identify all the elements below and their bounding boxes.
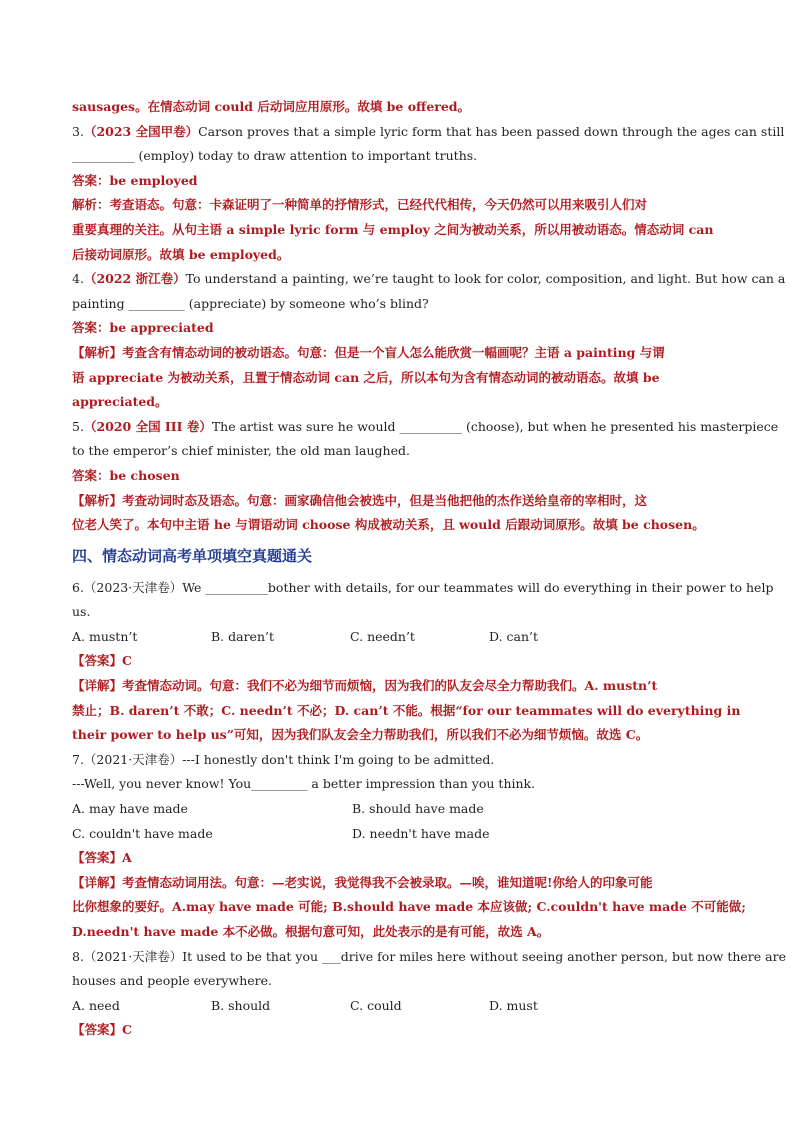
q3-stem	[72, 120, 785, 145]
q5-answer: 答案：be chosen	[72, 467, 180, 483]
q3-explanation-2: 重要真理的关注。从句主语 a simple lyric form 与 employ 之间为被动关系，所以用被动语态。情态动词 can	[72, 221, 714, 237]
q8-options	[72, 994, 724, 1019]
q7-option-d: D. needn't have made	[352, 825, 490, 841]
q6-explanation-3: their power to help us”可知，因为我们队友会全力帮助我们，所以我们不必为细节烦恼。故选 C。	[72, 727, 649, 743]
q3-explanation-3: 后接动词原形。故填 be employed。	[72, 246, 290, 262]
document-page	[72, 95, 786, 1043]
q8-option-a: A. need	[72, 997, 120, 1013]
q7-option-a: A. may have made	[72, 801, 188, 817]
q5-stem-cont: to the emperor’s chief minister, the old man laughed.	[72, 443, 410, 459]
q6-option-b: B. daren’t	[211, 628, 275, 644]
q2-explanation-end: sausages。在情态动词 could 后动词应用原形。故填 be offered。	[72, 99, 471, 114]
q4-explanation-1: 【解析】考查含有情态动词的被动语态。句意：但是一个盲人怎么能欣赏一幅画呢？主语 a painting 与谓	[72, 344, 665, 360]
q6-explanation-2: 禁止；B. daren’t 不敢；C. needn’t 不必；D. can’t 不能。根据“for our teammates will do everything in	[72, 702, 741, 718]
q4-stem-cont: painting _________ (appreciate) by someone who’s blind?	[72, 295, 429, 311]
q4-number: 4.	[72, 271, 84, 287]
q5-text: The artist was sure he would __________ (choose), but when he presented his masterpiece	[211, 418, 779, 434]
q5-number: 5.	[72, 418, 84, 434]
section-heading: 四、情态动词高考单项填空真题通关	[72, 546, 313, 565]
q4-explanation-2: 语 appreciate 为被动关系，且置于情态动词 can 之后，所以本句为含有情态动词的被动语态。故填 be	[72, 369, 660, 385]
q8-stem-cont: houses and people everywhere.	[72, 973, 272, 989]
q4-answer: 答案：be appreciated	[72, 320, 214, 336]
q6-option-a: A. mustn’t	[72, 628, 138, 644]
q6-explanation-1: 【详解】考查情态动词。句意：我们不必为细节而烦恼，因为我们的队友会尽全力帮助我们。A. mustn’t	[72, 678, 658, 694]
q3-stem-cont: __________ (employ) today to draw attention to important truths.	[72, 148, 478, 164]
q7-explanation-3: D.needn't have made 本不必做。根据句意可知，此处表示的是有可能，故选 A。	[72, 924, 550, 939]
q8-stem: 8.（2021·天津卷）It used to be that you ___drive for miles here without seeing another person, but now there are	[72, 948, 786, 964]
q7-options-row-1	[72, 797, 724, 822]
q5-stem	[72, 415, 779, 440]
q3-explanation-1: 解析：考查语态。句意：卡森证明了一种简单的抒情形式，已经代代相传，今天仍然可以用来吸引人们对	[72, 197, 648, 213]
q4-text: To understand a painting, we’re taught to look for color, composition, and light. But how can a	[185, 271, 786, 287]
q5-explanation-1: 【解析】考查动词时态及语态。句意：画家确信他会被选中，但是当他把他的杰作送给皇帝的宰相时，这	[72, 492, 648, 508]
q4-stem	[72, 267, 786, 292]
q6-option-c: C. needn’t	[350, 628, 415, 644]
q6-options	[72, 625, 724, 650]
q7-option-c: C. couldn't have made	[72, 825, 213, 841]
q3-source: （2023 全国甲卷）	[83, 123, 199, 139]
q3-text: Carson proves that a simple lyric form that has been passed down through the ages can still	[198, 123, 785, 139]
q7-explanation-2: 比你想象的要好。A.may have made 可能; B.should have made 本应该做; C.couldn't have made 不可能做;	[72, 899, 746, 915]
q5-source: （2020 全国 III 卷）	[83, 418, 212, 434]
q7-explanation-1: 【详解】考查情态动词用法。句意：—老实说，我觉得我不会被录取。—唉，谁知道呢!你给人的印象可能	[72, 874, 653, 890]
q7-stem-cont: ---Well, you never know! You_________ a better impression than you think.	[72, 776, 536, 792]
q4-explanation-3: appreciated。	[72, 394, 168, 410]
q8-option-c: C. could	[350, 997, 402, 1013]
q7-options-row-2	[72, 822, 724, 847]
q8-option-b: B. should	[211, 997, 271, 1013]
q8-option-d: D. must	[489, 997, 538, 1013]
q7-option-b: B. should have made	[352, 801, 484, 817]
q3-number: 3.	[72, 123, 84, 139]
q6-option-d: D. can’t	[489, 628, 539, 644]
q5-explanation-2: 位老人笑了。本句中主语 he 与谓语动词 choose 构成被动关系，且 would 后跟动词原形。故填 be chosen。	[72, 517, 705, 533]
q8-answer: 【答案】C	[72, 1022, 132, 1038]
q6-stem-cont: us.	[72, 604, 91, 620]
q6-stem: 6.（2023·天津卷）We __________bother with details, for our teammates will do everything in their power to help	[72, 579, 774, 595]
q3-answer: 答案：be employed	[72, 172, 198, 188]
q4-source: （2022 浙江卷）	[83, 271, 186, 287]
q7-stem: 7.（2021·天津卷）---I honestly don't think I'm going to be admitted.	[72, 751, 495, 767]
q7-answer: 【答案】A	[72, 850, 132, 866]
q6-answer: 【答案】C	[72, 653, 132, 669]
